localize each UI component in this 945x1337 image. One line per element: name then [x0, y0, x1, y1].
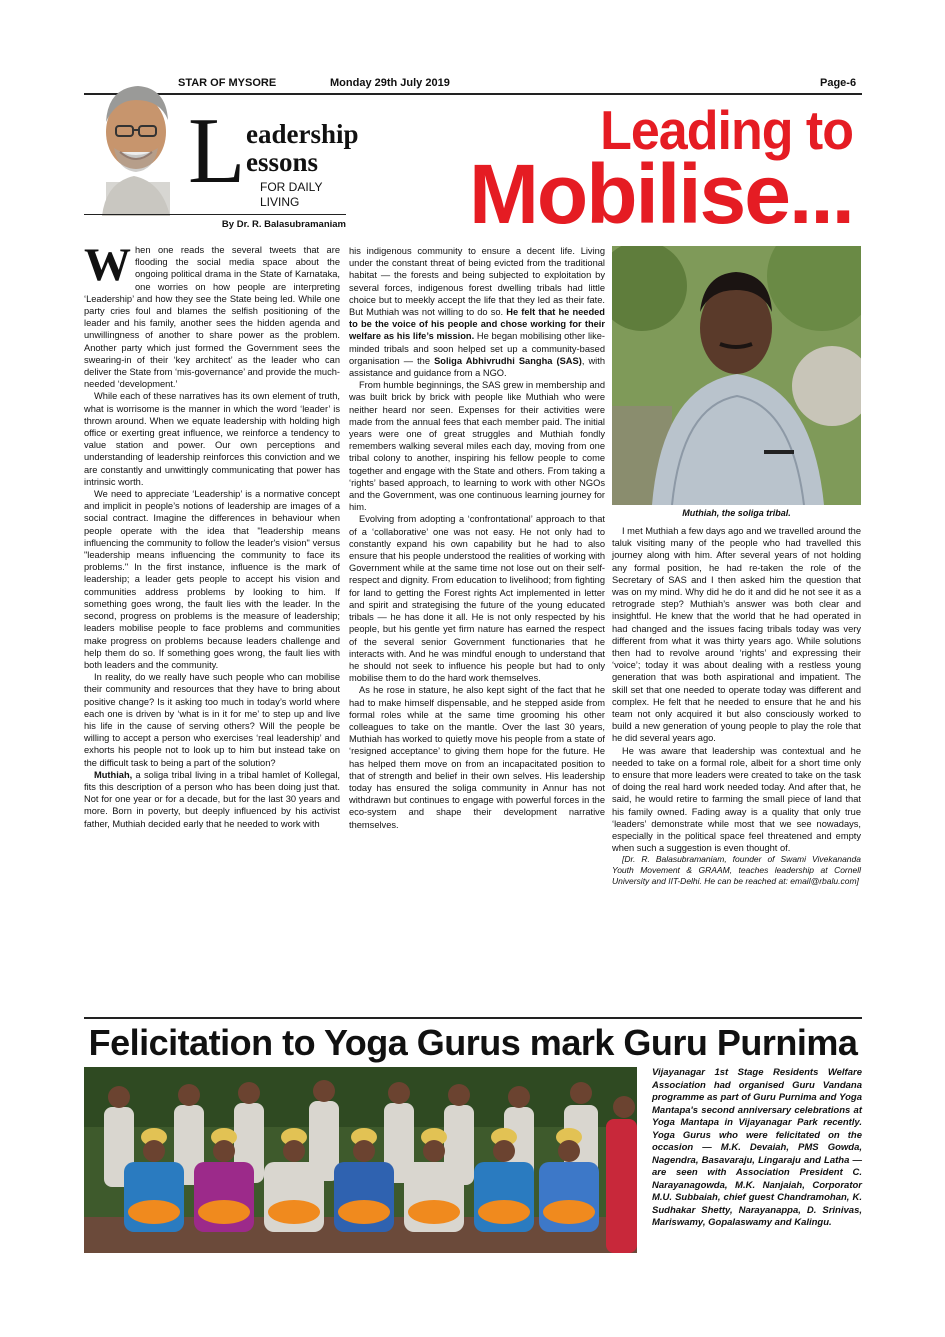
article-column-1	[84, 239, 340, 830]
article-paragraph: As he rose in stature, he also kept sight of the fact that he had to make himself dispensable, and he stepped aside from formal roles while at the same time grooming his other colleagues to take on the mantle. Over the last 30 years, Muthiah has worked to quietly move his people from a state of ‘resigned acceptance’ to giving them hope for the future. He has helped them move on from an incapacitated position to that of strength and belief in their own selves. His leadership today has ensured the soliga community in Annur has not withdrawn but continues to engage with powerful forces in the eco-system and shape their development narrative themselves.	[349, 685, 605, 830]
article-paragraph: Evolving from adopting a ‘confrontational’ approach to that of a ‘collaborative’ one was not easy. He not only had to constantly expand his own capability but he had to also ensure that his people understood the realities of working with Government while at the same time not lose out on their self- respect and dignity. From education to livelihood; from fighting for land to getting the Forest rights Act implemented in letter and spirit and strategising the future of the young educated tribals — he has done it all. He is not only respected by his people, but his gentle yet firm nature has earned the respect of the several senior Government functionaries that he interacts with. And he was mindful enough to understand that he should not seek to influence his people but had to only mobilise them to do the hard work themselves.	[349, 514, 605, 684]
header-rule	[84, 93, 862, 95]
headline-line-1: Leading to	[600, 100, 853, 162]
logo-word-leadership: eadership	[246, 119, 359, 149]
article-paragraph: I met Muthiah a few days ago and we travelled around the taluk visiting many of the people who had travelled this journey along with him. After several years of not holding any formal position, he had re-taken the role of the Secretary of SAS and I then asked him the question that was on my mind. Why did he do it and did he not see it as a retrograde step? Muthiah’s answer was both clear and insightful. He knew that the world that he had operated in had changed and the issues facing tribals today was very different from what it was thirty years ago. While solutions then had to revolve around ‘rights’ and expressing their ‘voice’; today it was about dealing with a restless young generation that was both aspirational and impatient. The skill set that one needed to operate today was different and complex. He felt that he needed to ensure that he and his team not only acquired it but also consciously worked to build a new generation of young people to play the role that he did several years ago.	[612, 526, 861, 744]
story2-caption: Vijayanagar 1st Stage Residents Welfare Association had organised Guru Vandana programme as part of Guru Purnima and Yoga Mantapa's second anniversary celebrations at Yoga Mantapa in Vijayanagar Park recently. Yoga Gurus who were felicitated on the occasion — M.K. Devaiah, PMS Gowda, Nagendra, Basavaraju, Lingaraju and Latha — are seen with Association President C. Narayanagowda, M.K. Nanjaiah, Corporator M.U. Subbaiah, chief guest Chandramohan, K. Sudhakar Shetty, Narayanappa, D. Srinivas, Mariswamy, Gopalaswamy and Kalingu.	[652, 1067, 862, 1228]
article-column-3	[612, 525, 861, 887]
drop-cap: W	[84, 239, 131, 291]
article-paragraph: While each of these narratives has its own element of truth, what is worrisome is the manner in which the word ‘leader’ is thrown around. When we equate leadership with holding high office or exerting great influence, we reinforce a tendency to value station and power. Our own perceptions and understanding of leadership reinforces this conviction and we are constantly and unwittingly communicating that power has intrinsic worth.	[84, 391, 340, 487]
article-paragraph: When one reads the several tweets that are flooding the social media space about the ongoing political drama in the State of Karnataka, one worries on how people are interpreting ‘Leadership’ and how they see the State being led. While one party cries foul and blames the selfish positioning of the leader and his family, another sees the hidden agenda and unwillingness of another to share power as the problem. Another party which just formed the Government sees the swearing-in of their ‘key architect’ as the leader who can deliver the State from ‘mis-governance’ and provide the much-needed ‘development.’	[84, 239, 340, 390]
page-number: Page-6	[820, 77, 857, 89]
article-paragraph: We need to appreciate ‘Leadership’ is a normative concept and implicit in people’s notions of leadership are images of a social contract. Imagine the differences in behaviour when people operate with the idea that "leadership means influencing the community to follow the leader's vision" versus "leadership means influencing the community to face its problems." In the first instance, influence is the mark of leadership; a leader gets people to accept his vision and communities address problems by looking to him. If something goes wrong, the fault lies with the leader. In the second, progress on problems is the measure of leadership; leaders mobilise people to face problems and communities make progress on problems because leaders challenge and help them do so. If something goes wrong, the fault lies with both leaders and the community.	[84, 489, 340, 670]
logo-word-lessons: essons	[246, 147, 319, 177]
column-logo-box	[84, 98, 359, 234]
muthiah-photo	[612, 246, 861, 505]
yoga-gurus-photo-illustration	[84, 1067, 637, 1253]
article-paragraph: his indigenous community to ensure a decent life. Living under the constant threat of being evicted from the traditional habitat — the forests and being subjected to exploitation by several forces, indigenous forest dwelling tribals had little choice but to meekly accept the life that they led as their fate. But Muthiah was not willing to do so. He felt that he needed to be the voice of his people and chose working for their welfare as his life’s mission. He began mobilising other like-minded tribals and soon helped set up a community-based organisation — the Soliga Abhivrudhi Sangha (SAS), with assistance and guidance from a NGO.	[349, 246, 606, 379]
byline: By Dr. R. Balasubramaniam	[221, 219, 346, 230]
muthiah-photo-caption: Muthiah, the soliga tribal.	[682, 508, 791, 518]
headline-line-2: Mobilise...	[468, 147, 853, 241]
logo-byline-rule	[84, 214, 346, 215]
article-column-2	[349, 245, 605, 831]
yoga-gurus-photo	[84, 1067, 637, 1253]
article-paragraph: In reality, do we really have such people who can mobilise their community and resources that they have to bring about positive change? Is it asking too much in today’s world where each one is driven by ‘what is in it for me’ to step up and live his life in the cause of serving others? Will the people be willing to accept a person who exercises ‘real leadership’ and exhorts his people not to look up to him but instead take on the difficult task to being a part of the solution?	[84, 672, 340, 768]
article-paragraph: From humble beginnings, the SAS grew in membership and was built brick by brick with people like Muthiah who were neither heard nor seen. Expenses for their activities were made from the annual fees that each member paid. The initial years were one of great struggles and Muthiah fondly remembers walking several miles each day, moving from one tribal colony to another, inspiring his fellow people to come together and engage with the State and others. From taking a ‘rights’ based approach, to learning to work with other NGOs and the Government, was one continuous learning journey for him.	[349, 380, 605, 513]
author-portrait	[84, 70, 184, 216]
author-note: [Dr. R. Balasubramaniam, founder of Swami Vivekananda Youth Movement & GRAAM, teaches leadership at Cornell University and IIT-Delhi. He can be reached at: email@rbalu.com]	[612, 854, 861, 887]
masthead-date: Monday 29th July 2019	[330, 77, 450, 89]
article-paragraph: He was aware that leadership was contextual and he needed to take on a formal role, albeit for a short time only to ensure that more leaders were created to take on the task of doing the real hard work needed today. And after that, he said, he would retire to farming the small piece of land that his family owned. Fading away is a quality that only true ‘leaders’ demonstrate while most that we see nowadays, especially in the political space feel threatened and empty when such a suggestion is even thought of.	[612, 745, 861, 854]
story2-headline: Felicitation to Yoga Gurus mark Guru Purnima	[88, 1022, 858, 1063]
logo-living: LIVING	[260, 195, 300, 209]
article-paragraph: Muthiah, a soliga tribal living in a tribal hamlet of Kollegal, fits this description of a person who has been doing just that. Not for one year or for a decade, but for the last 30 years and more. Born in poverty, but deeply influenced by his activist father, Muthiah decided early that he needed to work with	[84, 769, 340, 829]
masthead-paper-name: STAR OF MYSORE	[178, 77, 277, 89]
logo-for-daily: FOR DAILY	[260, 180, 323, 194]
logo-big-letter: L	[188, 99, 246, 203]
muthiah-photo-illustration	[612, 246, 861, 505]
story-separator-rule	[84, 1017, 862, 1019]
